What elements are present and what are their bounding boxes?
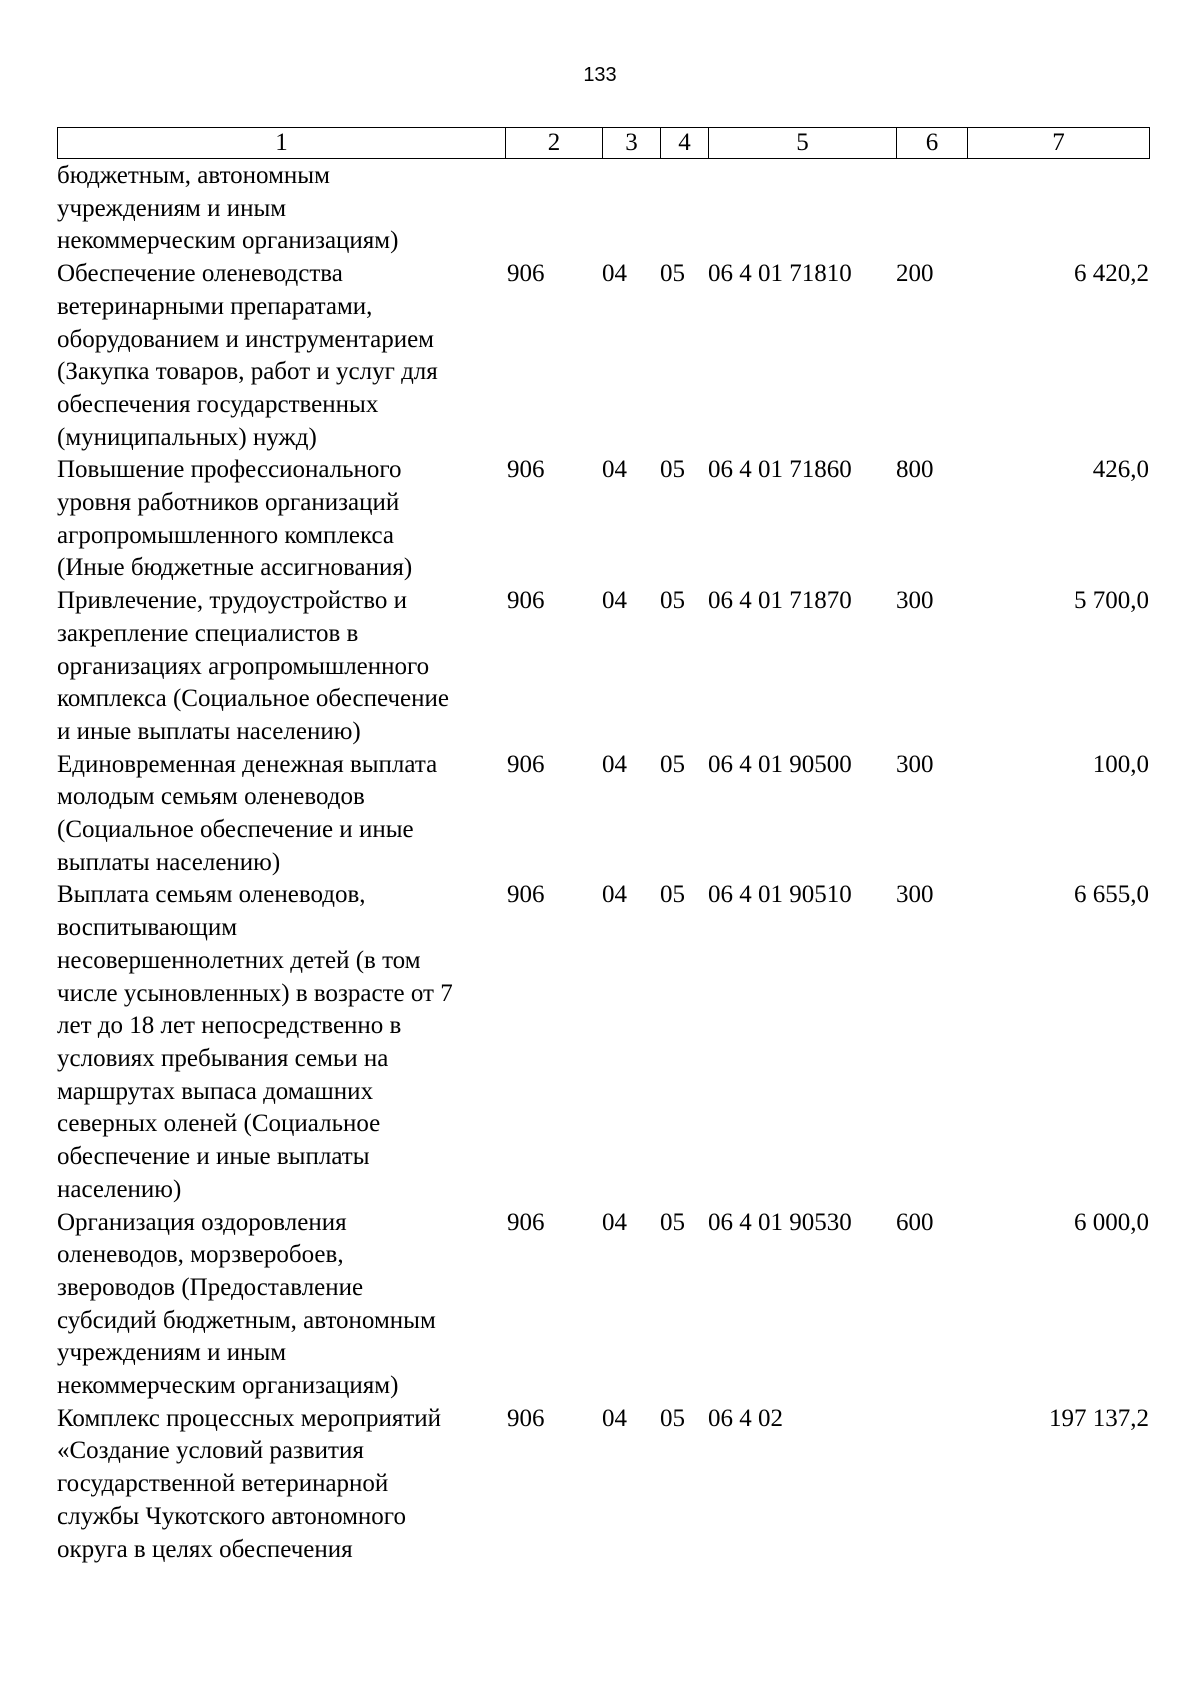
row-col4: 05	[660, 881, 685, 909]
row-name: Организация оздоровления оленеводов, морзверобоев, звероводов (Предоставление субсидий бюджетным, автономным учреждениям и иным некоммерческим организациям)	[57, 1208, 436, 1400]
row-col6: 600	[896, 1208, 934, 1236]
row-col2: 906	[507, 587, 545, 615]
header-col-6: 6	[897, 128, 968, 159]
row-col2: 906	[507, 881, 545, 909]
header-col-4: 4	[661, 128, 709, 159]
row-name: Обеспечение оленеводства ветеринарными препаратами, оборудованием и инструментарием (Закупка товаров, работ и услуг для обеспечения государственных (муниципальных) нужд)	[57, 260, 438, 451]
row-col3: 04	[602, 456, 627, 484]
row-name: Комплекс процессных мероприятий «Создание условий развития государственной ветеринарной службы Чукотского автономного округа в целях обеспечения	[57, 1404, 442, 1563]
table-row	[57, 585, 1149, 749]
header-col-2: 2	[506, 128, 603, 159]
row-col3: 04	[602, 587, 627, 615]
row-col7: 6 420,2	[1074, 260, 1149, 288]
table-row	[57, 879, 1149, 1206]
table-row	[57, 749, 1149, 880]
table-row	[57, 160, 1149, 258]
row-col4: 05	[660, 456, 685, 484]
row-name: Повышение профессионального уровня работников организаций агропромышленного комплекса (Иные бюджетные ассигнования)	[57, 456, 413, 582]
row-col3: 04	[602, 1208, 627, 1236]
row-col5: 06 4 01 90530	[708, 1208, 852, 1236]
row-col7: 6 000,0	[1074, 1208, 1149, 1236]
row-col5: 06 4 01 71860	[708, 456, 852, 484]
row-col5: 06 4 01 90500	[708, 750, 852, 778]
row-col4: 05	[660, 260, 685, 288]
row-col5: 06 4 01 90510	[708, 881, 852, 909]
row-col2: 906	[507, 456, 545, 484]
row-col2: 906	[507, 1208, 545, 1236]
header-col-5: 5	[709, 128, 897, 159]
row-col2: 906	[507, 260, 545, 288]
row-col3: 04	[602, 750, 627, 778]
row-col3: 04	[602, 260, 627, 288]
row-col4: 05	[660, 587, 685, 615]
header-col-1: 1	[58, 128, 506, 159]
row-col6: 300	[896, 750, 934, 778]
table-row	[57, 454, 1149, 585]
row-col3: 04	[602, 881, 627, 909]
table-row	[57, 1403, 1149, 1567]
row-name: Единовременная денежная выплата молодым семьям оленеводов (Социальное обеспечение и иные выплаты населению)	[57, 750, 438, 876]
header-col-3: 3	[603, 128, 661, 159]
row-col3: 04	[602, 1404, 627, 1432]
row-name: бюджетным, автономным учреждениям и иным некоммерческим организациям)	[57, 162, 399, 255]
row-name: Привлечение, трудоустройство и закрепление специалистов в организациях агропромышленного комплекса (Социальное обеспечение и иные выплаты населению)	[57, 587, 450, 745]
table-row	[57, 1207, 1149, 1403]
row-col6: 200	[896, 260, 934, 288]
row-col7: 6 655,0	[1074, 881, 1149, 909]
row-col6: 300	[896, 881, 934, 909]
row-col7: 426,0	[1092, 456, 1149, 484]
row-col4: 05	[660, 1208, 685, 1236]
row-col6: 800	[896, 456, 934, 484]
table-body	[57, 160, 1149, 1566]
row-col5: 06 4 01 71870	[708, 587, 852, 615]
table-header	[57, 127, 1150, 159]
row-name: Выплата семьям оленеводов, воспитывающим несовершеннолетних детей (в том числе усыновленных) в возрасте от 7 лет до 18 лет непосредственно в условиях пребывания семьи на маршрутах выпаса домашних северных оленей (Социальное обеспечение и иные выплаты населению)	[57, 881, 453, 1203]
row-col4: 05	[660, 1404, 685, 1432]
row-col2: 906	[507, 1404, 545, 1432]
row-col6: 300	[896, 587, 934, 615]
row-col7: 100,0	[1092, 750, 1149, 778]
row-col7: 197 137,2	[1049, 1404, 1149, 1432]
header-col-7: 7	[968, 128, 1150, 159]
row-col7: 5 700,0	[1074, 587, 1149, 615]
page-number: 133	[583, 64, 617, 86]
row-col4: 05	[660, 750, 685, 778]
table-row	[57, 258, 1149, 454]
row-col5: 06 4 02	[708, 1404, 783, 1432]
row-col5: 06 4 01 71810	[708, 260, 852, 288]
row-col2: 906	[507, 750, 545, 778]
